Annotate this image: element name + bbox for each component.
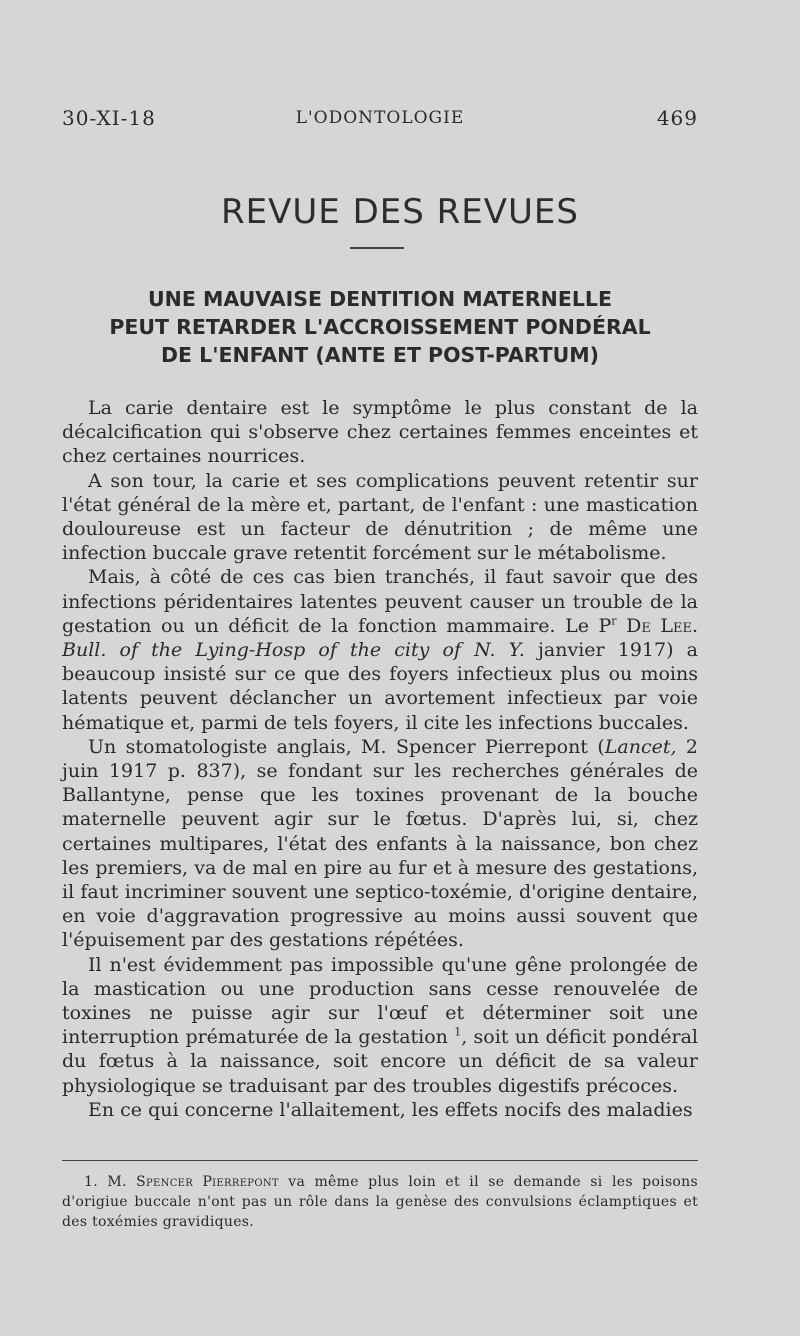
paragraph-3: Mais, à côté de ces cas bien tranchés, il faut savoir que des infections péridentaires latentes peuvent causer un trouble de la gestation ou un déficit de la fonction mammaire. Le $P^r$ De Lee. Bull. of the Lying-Hosp of the city of N. Y. janvier 1917) a beaucoup insisté sur ce que des foyers infectieux plus ou moins latents peuvent déclancher un avortement infectieux par voie hématique et, parmi de tels foyers, il cite les infections buccales. [62,566,698,734]
paragraph-4: Un stomatologiste anglais, M. Spencer Pierrepont (Lancet, 2 juin 1917 p. 837), se fondant sur les recherches générales de Ballantyne, pense que les toxines provenant de la bouche maternelle peuvent agir sur le fœtus. D'après lui, si, chez certaines multipares, l'état des enfants à la naissance, bon chez les premiers, va de mal en pire au fur et à mesure des gestations, il faut incriminer souvent une septico-toxémie, d'origine dentaire, en voie d'aggravation progressive au moins aussi souvent que l'épuisement par des gestations répétées. [62,735,699,952]
journal-name: L'ODONTOLOGIE [295,108,465,128]
article-body [62,396,698,1122]
journal-reference: Lancet, [604,735,677,758]
paragraph-1: La carie dentaire est le symptôme le plus constant de la décalcification qui s'observe chez certaines femmes enceintes et chez certaines nourrices. [62,397,698,468]
paragraph-5: Il n'est évidemment pas impossible qu'une gêne prolongée de la mastication ou une production sans cesse renouvelée de toxines ne puisse agir sur l'œuf et déterminer soit une interruption prématurée de la gestation $^1$, soit un déficit pondéral du fœtus à la naissance, soit encore un déficit de sa valeur physiologique se traduisant par des troubles digestifs précoces. [62,953,698,1097]
article-title-line-3: DE L'ENFANT (ANTE ET POST-PARTUM) [160,343,600,367]
page-number: 469 [656,106,698,130]
footnote-author: M. Spencer Pierrepont [107,1174,279,1190]
journal-reference: Bull. of the Lying-Hosp of the city of N. Y. [62,639,525,662]
footnote-number: 1. [84,1174,98,1190]
section-title: REVUE DES REVUES [221,192,579,232]
footnote-divider [62,1160,698,1161]
running-head [62,106,698,134]
footnote-marker: 1 [454,1025,462,1039]
issue-date: 30-XI-18 [62,106,156,130]
title-divider [350,247,404,249]
article-title-line-2: PEUT RETARDER L'ACCROISSEMENT PONDÉRAL [109,315,651,339]
footnote [62,1172,698,1232]
paragraph-6: En ce qui concerne l'allaitement, les effets nocifs des maladies [88,1098,693,1121]
article-title-line-1: UNE MAUVAISE DENTITION MATERNELLE [148,287,612,311]
footnote-text: va même plus loin et il se demande si les poisons d'origiue buccale n'ont pas un rôle dans la genèse des convulsions éclamptiques et des toxémies gravidiques. [62,1174,698,1230]
author-name: De Lee. [626,614,698,637]
article-title [60,285,700,369]
paragraph-2: A son tour, la carie et ses complications peuvent retentir sur l'état général de la mère et, partant, de l'enfant : une mastication douloureuse est un facteur de dénutrition ; de même une infection buccale grave retentit forcément sur le métabolisme. [62,469,698,565]
